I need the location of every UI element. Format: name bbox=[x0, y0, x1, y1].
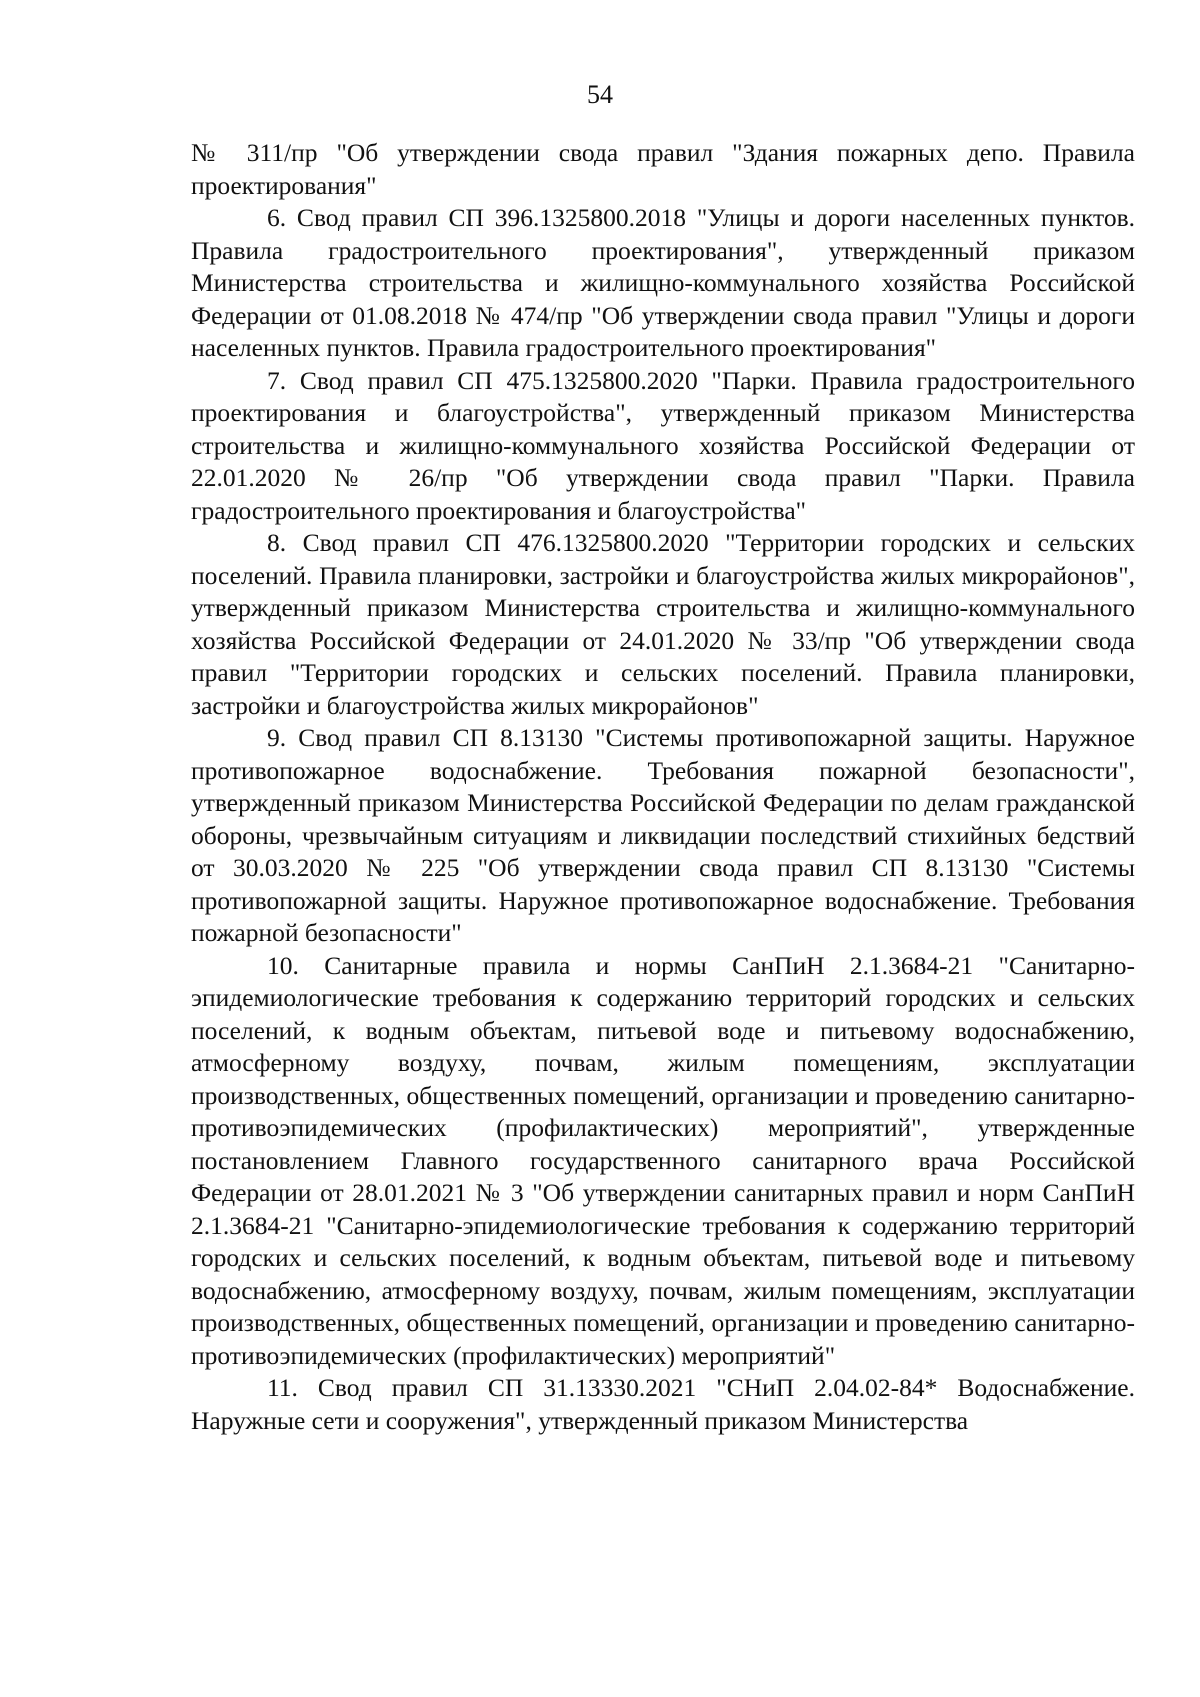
list-item-9: 9. Свод правил СП 8.13130 "Системы противопожарной защиты. Наружное противопожарное водоснабжение. Требования пожарной безопасности", утвержденный приказом Министерства Российской Федерации по делам гражданской обороны, чрезвычайным ситуациям и ликвидации последствий стихийных бедствий от 30.03.2020 № 225 "Об утверждении свода правил СП 8.13130 "Системы противопожарной защиты. Наружное противопожарное водоснабжение. Требования пожарной безопасности" bbox=[191, 723, 1135, 947]
list-item-7: 7. Свод правил СП 475.1325800.2020 "Парки. Правила градостроительного проектирования и благоустройства", утвержденный приказом Министерства строительства и жилищно-коммунального хозяйства Российской Федерации от 22.01.2020 № 26/пр "Об утверждении свода правил "Парки. Правила градостроительного проектирования и благоустройства" bbox=[191, 365, 1135, 525]
list-item-6: 6. Свод правил СП 396.1325800.2018 "Улицы и дороги населенных пунктов. Правила градостроительного проектирования", утвержденный приказом Министерства строительства и жилищно-коммунального хозяйства Российской Федерации от 01.08.2018 № 474/пр "Об утверждении свода правил "Улицы и дороги населенных пунктов. Правила градостроительного проектирования" bbox=[191, 203, 1135, 362]
document-body bbox=[191, 137, 1135, 1437]
paragraph-continuation: № 311/пр "Об утверждении свода правил "Здания пожарных депо. Правила проектирования" bbox=[191, 138, 1135, 200]
list-item-11: 11. Свод правил СП 31.13330.2021 "СНиП 2.04.02-84* Водоснабжение. Наружные сети и сооружения", утвержденный приказом Министерства bbox=[191, 1373, 1135, 1435]
page-number: 54 bbox=[587, 80, 613, 109]
list-item-10: 10. Санитарные правила и нормы СанПиН 2.1.3684-21 "Санитарно-эпидемиологические требования к содержанию территорий городских и сельских поселений, к водным объектам, питьевой воде и питьевому водоснабжению, атмосферному воздуху, почвам, жилым помещениям, эксплуатации производственных, общественных помещений, организации и проведению санитарно-противоэпидемических (профилактических) мероприятий", утвержденные постановлением Главного государственного санитарного врача Российской Федерации от 28.01.2021 № 3 "Об утверждении санитарных правил и норм СанПиН 2.1.3684-21 "Санитарно-эпидемиологические требования к содержанию территорий городских и сельских поселений, к водным объектам, питьевой воде и питьевому водоснабжению, атмосферному воздуху, почвам, жилым помещениям, эксплуатации производственных, общественных помещений, организации и проведению санитарно-противоэпидемических (профилактических) мероприятий" bbox=[191, 950, 1135, 1370]
list-item-8: 8. Свод правил СП 476.1325800.2020 "Территории городских и сельских поселений. Правила планировки, застройки и благоустройства жилых микрорайонов", утвержденный приказом Министерства строительства и жилищно-коммунального хозяйства Российской Федерации от 24.01.2020 № 33/пр "Об утверждении свода правил "Территории городских и сельских поселений. Правила планировки, застройки и благоустройства жилых микрорайонов" bbox=[191, 528, 1135, 720]
